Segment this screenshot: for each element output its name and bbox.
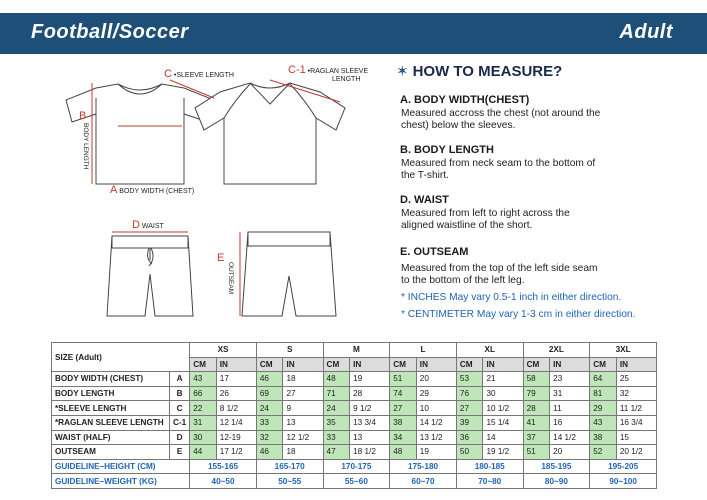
in-value: 16: [550, 415, 590, 430]
garment-illustrations: [0, 0, 390, 340]
cm-value: 39: [456, 415, 483, 430]
in-value: 32: [616, 386, 656, 401]
unit-in-header: IN: [283, 357, 323, 372]
cm-value: 53: [456, 372, 483, 387]
in-value: 18: [283, 445, 323, 460]
in-value: 12 1/4: [216, 415, 256, 430]
size-s: S: [256, 343, 323, 358]
label-sleeve-length: C •SLEEVE LENGTH: [164, 68, 234, 80]
measurement-row: [52, 445, 657, 460]
cm-value: 46: [256, 445, 283, 460]
cm-value: 27: [390, 401, 417, 416]
in-value: 21: [483, 372, 523, 387]
cm-value: 50: [456, 445, 483, 460]
guideline-value: 175-180: [390, 459, 457, 474]
in-value: 20: [550, 445, 590, 460]
guideline-value: 155-165: [190, 459, 257, 474]
category-title: Adult: [619, 21, 673, 43]
cm-value: 29: [590, 401, 617, 416]
note-centimeter: * CENTIMETER May vary 1-3 cm in either direction.: [401, 309, 636, 320]
in-value: 12-19: [216, 430, 256, 445]
guideline-label: GUIDELINE–HEIGHT (CM): [52, 459, 190, 474]
cm-value: 34: [390, 430, 417, 445]
measurement-letter: C: [170, 401, 190, 416]
unit-in-header: IN: [216, 357, 256, 372]
in-value: 9 1/2: [350, 401, 390, 416]
in-value: 18: [283, 372, 323, 387]
cm-value: 66: [190, 386, 217, 401]
in-value: 11 1/2: [616, 401, 656, 416]
measurement-letter: C-1: [170, 415, 190, 430]
in-value: 31: [550, 386, 590, 401]
in-value: 12 1/2: [283, 430, 323, 445]
size-header-label: SIZE (Adult): [52, 343, 190, 372]
in-value: 10: [416, 401, 456, 416]
section-title-e: E. OUTSEAM: [400, 246, 469, 258]
label-waist: D WAIST: [132, 219, 164, 231]
cm-value: 33: [323, 430, 350, 445]
in-value: 19: [416, 445, 456, 460]
in-value: 18 1/2: [350, 445, 390, 460]
measurement-row: [52, 401, 657, 416]
measurement-row: [52, 430, 657, 445]
cm-value: 47: [323, 445, 350, 460]
in-value: 13 3/4: [350, 415, 390, 430]
cm-value: 22: [190, 401, 217, 416]
size-chart-body: [52, 343, 657, 489]
unit-cm-header: CM: [256, 357, 283, 372]
cm-value: 51: [390, 372, 417, 387]
in-value: 15 1/4: [483, 415, 523, 430]
section-title-b: B. BODY LENGTH: [400, 144, 494, 156]
cm-value: 76: [456, 386, 483, 401]
shorts-back-icon: [242, 232, 336, 316]
measurement-label: OUTSEAM: [52, 445, 170, 460]
shorts-front-icon: [107, 236, 193, 316]
in-value: 19: [350, 372, 390, 387]
in-value: 23: [550, 372, 590, 387]
guideline-value: 90~100: [590, 474, 657, 489]
measurement-diagrams: [0, 0, 390, 340]
cm-value: 28: [523, 401, 550, 416]
measurement-label: *SLEEVE LENGTH: [52, 401, 170, 416]
cm-value: 81: [590, 386, 617, 401]
size-chart-table: [51, 342, 657, 489]
cm-value: 36: [456, 430, 483, 445]
guideline-label: GUIDELINE–WEIGHT (KG): [52, 474, 190, 489]
cm-value: 46: [256, 372, 283, 387]
section-text-a: Measured accross the chest (not around the chest) below the sleeves.: [401, 108, 601, 131]
unit-cm-header: CM: [323, 357, 350, 372]
measurement-label: WAIST (HALF): [52, 430, 170, 445]
measurement-row: [52, 372, 657, 387]
section-text-e: Measured from the top of the left side seam to the bottom of the left leg.: [401, 263, 598, 286]
cm-value: 24: [256, 401, 283, 416]
how-to-measure: [396, 62, 696, 80]
measurement-letter: D: [170, 430, 190, 445]
tshirt-raglan-icon: [195, 83, 345, 184]
size-header-row: [52, 343, 657, 358]
in-value: 13 1/2: [416, 430, 456, 445]
unit-cm-header: CM: [190, 357, 217, 372]
cm-value: 44: [190, 445, 217, 460]
cm-value: 30: [190, 430, 217, 445]
in-value: 30: [483, 386, 523, 401]
unit-cm-header: CM: [456, 357, 483, 372]
in-value: 28: [350, 386, 390, 401]
in-value: 14 1/2: [550, 430, 590, 445]
cm-value: 33: [256, 415, 283, 430]
measurement-row: [52, 415, 657, 430]
section-text-b: Measured from neck seam to the bottom of the T-shirt.: [401, 158, 596, 181]
in-value: 17 1/2: [216, 445, 256, 460]
unit-in-header: IN: [483, 357, 523, 372]
in-value: 29: [416, 386, 456, 401]
cm-value: 35: [323, 415, 350, 430]
label-outseam-letter: E: [217, 252, 225, 264]
cm-value: 51: [523, 445, 550, 460]
cm-value: 52: [590, 445, 617, 460]
unit-in-header: IN: [550, 357, 590, 372]
in-value: 25: [616, 372, 656, 387]
in-value: 17: [216, 372, 256, 387]
guideline-value: 180-185: [456, 459, 523, 474]
measurement-letter: E: [170, 445, 190, 460]
unit-in-header: IN: [350, 357, 390, 372]
in-value: 20: [416, 372, 456, 387]
cm-value: 69: [256, 386, 283, 401]
in-value: 10 1/2: [483, 401, 523, 416]
guideline-value: 40~50: [190, 474, 257, 489]
in-value: 9: [283, 401, 323, 416]
sport-title: Football/Soccer: [31, 21, 189, 43]
guideline-value: 70~80: [456, 474, 523, 489]
measurement-label: BODY LENGTH: [52, 386, 170, 401]
cm-value: 37: [523, 430, 550, 445]
measurement-letter: A: [170, 372, 190, 387]
unit-cm-header: CM: [390, 357, 417, 372]
star-icon: ✶: [396, 63, 409, 80]
cm-value: 27: [456, 401, 483, 416]
measurement-letter: B: [170, 386, 190, 401]
measurement-label: *RAGLAN SLEEVE LENGTH: [52, 415, 170, 430]
measurement-row: [52, 386, 657, 401]
section-title-d: D. WAIST: [400, 194, 449, 206]
size-2xl: 2XL: [523, 343, 590, 358]
cm-value: 48: [323, 372, 350, 387]
cm-value: 38: [390, 415, 417, 430]
in-value: 27: [283, 386, 323, 401]
label-body-length-letter: B: [79, 110, 87, 122]
in-value: 16 3/4: [616, 415, 656, 430]
unit-in-header: IN: [416, 357, 456, 372]
cm-value: 48: [390, 445, 417, 460]
unit-in-header: IN: [616, 357, 656, 372]
in-value: 20 1/2: [616, 445, 656, 460]
guideline-value: 195-205: [590, 459, 657, 474]
guideline-value: 50~55: [256, 474, 323, 489]
guideline-row: [52, 459, 657, 474]
unit-cm-header: CM: [523, 357, 550, 372]
in-value: 15: [616, 430, 656, 445]
size-xs: XS: [190, 343, 257, 358]
cm-value: 24: [323, 401, 350, 416]
in-value: 14: [483, 430, 523, 445]
size-l: L: [390, 343, 457, 358]
label-raglan-sleeve: C-1 •RAGLAN SLEEVE LENGTH: [288, 64, 369, 83]
in-value: 11: [550, 401, 590, 416]
cm-value: 38: [590, 430, 617, 445]
in-value: 19 1/2: [483, 445, 523, 460]
guideline-value: 60~70: [390, 474, 457, 489]
label-outseam: OUTSEAM: [227, 262, 234, 295]
guideline-value: 170-175: [323, 459, 390, 474]
cm-value: 58: [523, 372, 550, 387]
in-value: 8 1/2: [216, 401, 256, 416]
cm-value: 71: [323, 386, 350, 401]
cm-value: 79: [523, 386, 550, 401]
label-body-length: BODY LENGTH: [82, 123, 89, 170]
measurement-label: BODY WIDTH (CHEST): [52, 372, 170, 387]
guideline-value: 185-195: [523, 459, 590, 474]
section-title-a: A. BODY WIDTH(CHEST): [400, 94, 530, 106]
guideline-row: [52, 474, 657, 489]
guideline-value: 55~60: [323, 474, 390, 489]
unit-cm-header: CM: [590, 357, 617, 372]
note-inches: * INCHES May vary 0.5-1 inch in either direction.: [401, 292, 622, 303]
size-m: M: [323, 343, 390, 358]
in-value: 26: [216, 386, 256, 401]
cm-value: 43: [190, 372, 217, 387]
size-3xl: 3XL: [590, 343, 657, 358]
guideline-value: 165-170: [256, 459, 323, 474]
section-text-d: Measured from left to right across the aligned waistline of the short.: [401, 208, 570, 231]
in-value: 14 1/2: [416, 415, 456, 430]
in-value: 13: [350, 430, 390, 445]
label-body-width: A BODY WIDTH (CHEST): [110, 184, 195, 196]
size-xl: XL: [456, 343, 523, 358]
cm-value: 43: [590, 415, 617, 430]
cm-value: 41: [523, 415, 550, 430]
cm-value: 32: [256, 430, 283, 445]
cm-value: 31: [190, 415, 217, 430]
guideline-value: 80~90: [523, 474, 590, 489]
cm-value: 74: [390, 386, 417, 401]
cm-value: 64: [590, 372, 617, 387]
in-value: 13: [283, 415, 323, 430]
howto-title: ✶ HOW TO MEASURE?: [396, 63, 563, 80]
